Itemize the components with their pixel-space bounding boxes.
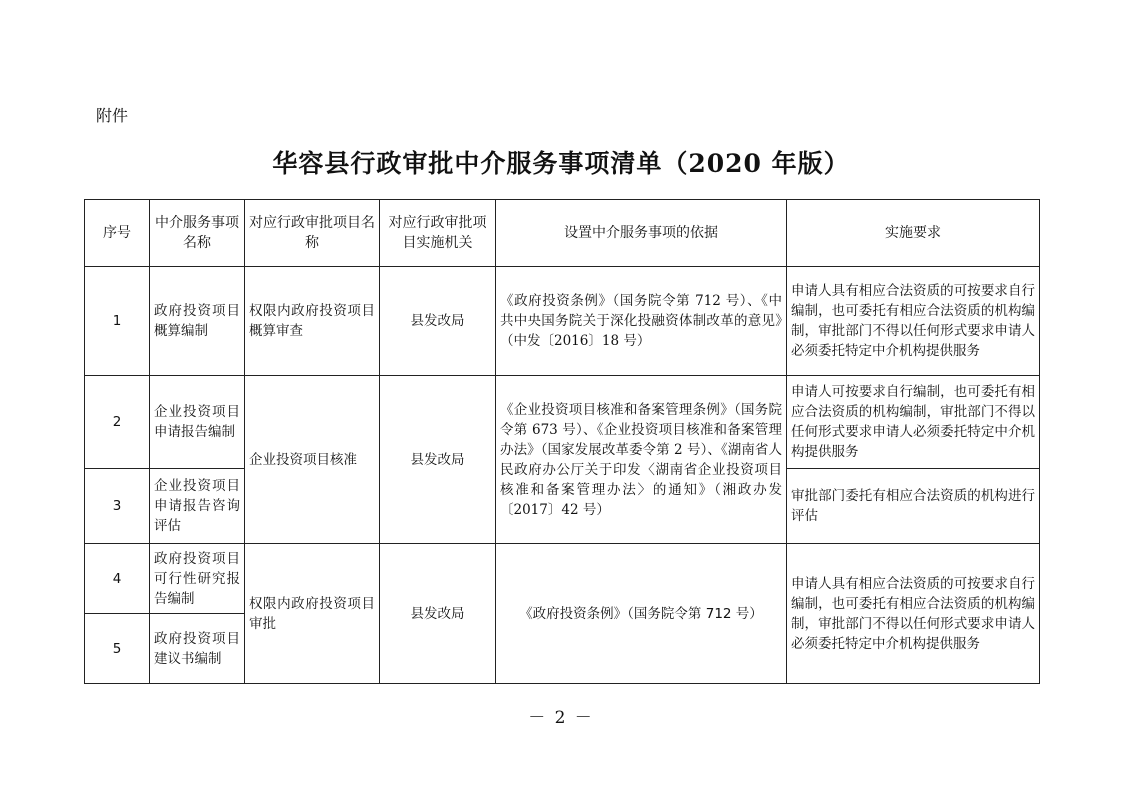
row-approval-item: 权限内政府投资项目概算审查 (245, 267, 380, 376)
row-seq: 1 (85, 267, 150, 376)
row-seq: 3 (85, 469, 150, 544)
row-service-name: 政府投资项目建议书编制 (150, 614, 245, 684)
document-title: 华容县行政审批中介服务事项清单（2020 年版） (272, 149, 850, 178)
header-basis: 设置中介服务事项的依据 (496, 200, 787, 267)
header-seq: 序号 (85, 200, 150, 267)
table-header-row (85, 200, 1040, 267)
row-approval-item: 权限内政府投资项目审批 (245, 544, 380, 684)
row-basis: 《企业投资项目核准和备案管理条例》（国务院令第 673 号）、《企业投资项目核准和备案管理办法》（国家发展改革委令第 2 号）、《湖南省人民政府办公厅关于印发〈湖南省企业投资项目核准和备案管理办法〉的通知》（湘政办发〔2017〕42 号） (496, 376, 787, 544)
table-row (85, 544, 1040, 614)
page-number: － 2 － (528, 708, 594, 728)
row-service-name: 企业投资项目申请报告编制 (150, 376, 245, 469)
row-service-name: 企业投资项目申请报告咨询评估 (150, 469, 245, 544)
row-approval-item: 企业投资项目核准 (245, 376, 380, 544)
row-requirement: 申请人具有相应合法资质的可按要求自行编制，也可委托有相应合法资质的机构编制，审批部门不得以任何形式要求申请人必须委托特定中介机构提供服务 (787, 544, 1040, 684)
row-basis: 《政府投资条例》（国务院令第 712 号）、《中共中央国务院关于深化投融资体制改革的意见》（中发〔2016〕18 号） (496, 267, 787, 376)
row-service-name: 政府投资项目可行性研究报告编制 (150, 544, 245, 614)
row-seq: 5 (85, 614, 150, 684)
row-requirement: 审批部门委托有相应合法资质的机构进行评估 (787, 469, 1040, 544)
table-row (85, 267, 1040, 376)
attachment-label: 附件 (96, 106, 129, 125)
header-requirement: 实施要求 (787, 200, 1040, 267)
row-requirement: 申请人具有相应合法资质的可按要求自行编制，也可委托有相应合法资质的机构编制，审批部门不得以任何形式要求申请人必须委托特定中介机构提供服务 (787, 267, 1040, 376)
row-agency: 县发改局 (380, 376, 496, 544)
table-row (85, 376, 1040, 469)
header-agency: 对应行政审批项目实施机关 (380, 200, 496, 267)
service-items-table (84, 199, 1040, 684)
row-seq: 4 (85, 544, 150, 614)
row-agency: 县发改局 (380, 544, 496, 684)
row-requirement: 申请人可按要求自行编制，也可委托有相应合法资质的机构编制，审批部门不得以任何形式要求申请人必须委托特定中介机构提供服务 (787, 376, 1040, 469)
row-agency: 县发改局 (380, 267, 496, 376)
row-basis: 《政府投资条例》（国务院令第 712 号） (496, 544, 787, 684)
row-seq: 2 (85, 376, 150, 469)
header-service-name: 中介服务事项名称 (150, 200, 245, 267)
header-approval-item: 对应行政审批项目名称 (245, 200, 380, 267)
row-service-name: 政府投资项目概算编制 (150, 267, 245, 376)
